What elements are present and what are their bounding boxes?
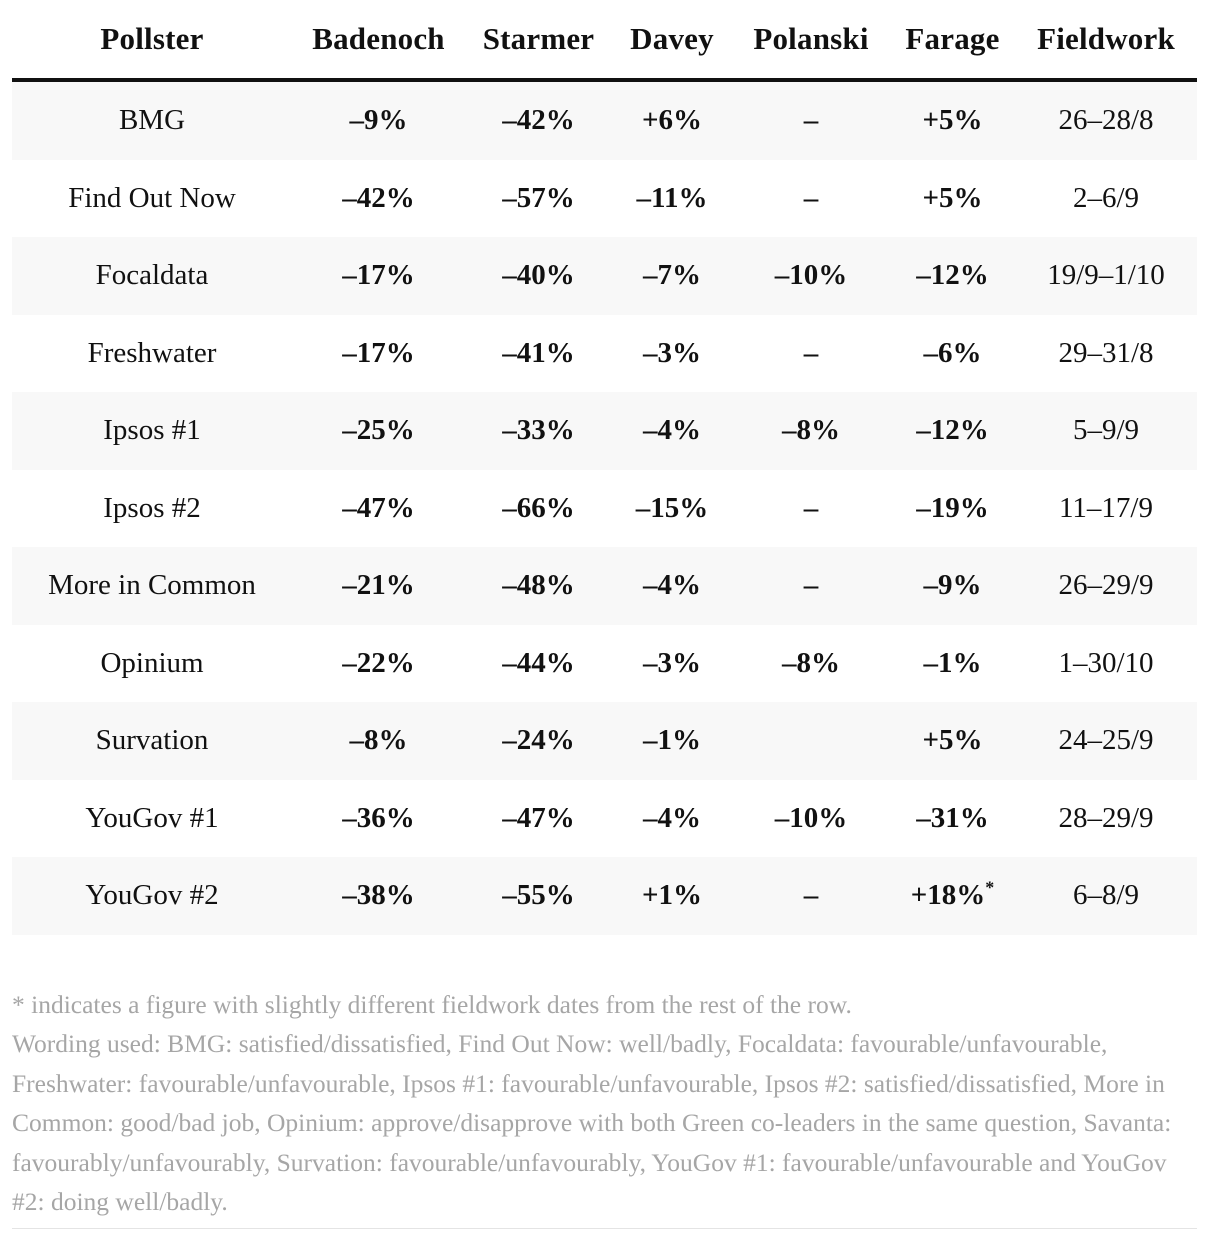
cell-fieldwork: 19/9–1/10 <box>1015 237 1197 315</box>
cell-fieldwork: 2–6/9 <box>1015 160 1197 238</box>
cell-polanski: –8% <box>732 392 890 470</box>
cell-starmer: –66% <box>465 470 612 548</box>
asterisk-note: * indicates a figure with slightly different fieldwork dates from the rest of the row. <box>12 989 852 1019</box>
cell-farage: –1% <box>890 625 1015 703</box>
cell-pollster: Focaldata <box>12 237 292 315</box>
cell-fieldwork: 1–30/10 <box>1015 625 1197 703</box>
cell-farage: –12% <box>890 392 1015 470</box>
leader-ratings-table <box>12 0 1197 935</box>
cell-farage: –19% <box>890 470 1015 548</box>
cell-badenoch: –22% <box>292 625 465 703</box>
cell-pollster: Opinium <box>12 625 292 703</box>
cell-farage: –12% <box>890 237 1015 315</box>
cell-davey: –11% <box>612 160 732 238</box>
header-farage: Farage <box>890 0 1015 80</box>
cell-fieldwork: 26–28/8 <box>1015 80 1197 160</box>
cell-badenoch: –47% <box>292 470 465 548</box>
cell-polanski: – <box>732 80 890 160</box>
cell-farage: –6% <box>890 315 1015 393</box>
cell-davey: –4% <box>612 392 732 470</box>
header-badenoch: Badenoch <box>292 0 465 80</box>
table-row <box>12 625 1197 703</box>
header-davey: Davey <box>612 0 732 80</box>
cell-polanski: – <box>732 315 890 393</box>
cell-farage: +5% <box>890 702 1015 780</box>
cell-polanski: – <box>732 160 890 238</box>
cell-davey: –7% <box>612 237 732 315</box>
cell-davey: –3% <box>612 625 732 703</box>
cell-starmer: –44% <box>465 625 612 703</box>
cell-davey: –4% <box>612 780 732 858</box>
cell-badenoch: –36% <box>292 780 465 858</box>
cell-pollster: Find Out Now <box>12 160 292 238</box>
table-row <box>12 160 1197 238</box>
table-row <box>12 80 1197 160</box>
cell-pollster: YouGov #1 <box>12 780 292 858</box>
cell-polanski: – <box>732 547 890 625</box>
table-notes <box>12 985 1202 1222</box>
table-row <box>12 857 1197 935</box>
header-row <box>12 0 1197 80</box>
cell-badenoch: –25% <box>292 392 465 470</box>
cell-farage: –9% <box>890 547 1015 625</box>
cell-starmer: –42% <box>465 80 612 160</box>
cell-polanski <box>732 702 890 780</box>
header-polanski: Polanski <box>732 0 890 80</box>
cell-fieldwork: 29–31/8 <box>1015 315 1197 393</box>
cell-pollster: Survation <box>12 702 292 780</box>
cell-badenoch: –38% <box>292 857 465 935</box>
cell-fieldwork: 6–8/9 <box>1015 857 1197 935</box>
farage-value: +18% <box>910 879 986 912</box>
cell-badenoch: –8% <box>292 702 465 780</box>
table-row <box>12 392 1197 470</box>
cell-davey: +6% <box>612 80 732 160</box>
cell-farage: +5% <box>890 80 1015 160</box>
cell-pollster: YouGov #2 <box>12 857 292 935</box>
cell-fieldwork: 26–29/9 <box>1015 547 1197 625</box>
table-row <box>12 547 1197 625</box>
cell-badenoch: –21% <box>292 547 465 625</box>
cell-pollster: More in Common <box>12 547 292 625</box>
cell-polanski: – <box>732 470 890 548</box>
cell-polanski: –10% <box>732 237 890 315</box>
cell-fieldwork: 11–17/9 <box>1015 470 1197 548</box>
cell-badenoch: –42% <box>292 160 465 238</box>
cell-badenoch: –9% <box>292 80 465 160</box>
cell-starmer: –48% <box>465 547 612 625</box>
cell-davey: +1% <box>612 857 732 935</box>
cell-farage: –31% <box>890 780 1015 858</box>
table-row <box>12 780 1197 858</box>
cell-pollster: BMG <box>12 80 292 160</box>
cell-fieldwork: 28–29/9 <box>1015 780 1197 858</box>
cell-polanski: – <box>732 857 890 935</box>
cell-starmer: –55% <box>465 857 612 935</box>
cell-farage <box>890 857 1015 935</box>
cell-fieldwork: 24–25/9 <box>1015 702 1197 780</box>
cell-davey: –1% <box>612 702 732 780</box>
cell-davey: –4% <box>612 547 732 625</box>
cell-badenoch: –17% <box>292 315 465 393</box>
cell-starmer: –47% <box>465 780 612 858</box>
cell-starmer: –33% <box>465 392 612 470</box>
cell-starmer: –40% <box>465 237 612 315</box>
cell-polanski: –10% <box>732 780 890 858</box>
table-row <box>12 702 1197 780</box>
cell-pollster: Ipsos #2 <box>12 470 292 548</box>
poll-table-container <box>12 0 1197 1229</box>
cell-davey: –3% <box>612 315 732 393</box>
bottom-divider <box>12 1228 1197 1229</box>
cell-starmer: –57% <box>465 160 612 238</box>
cell-davey: –15% <box>612 470 732 548</box>
cell-starmer: –24% <box>465 702 612 780</box>
table-row <box>12 315 1197 393</box>
cell-fieldwork: 5–9/9 <box>1015 392 1197 470</box>
cell-pollster: Ipsos #1 <box>12 392 292 470</box>
table-body <box>12 80 1197 935</box>
table-row <box>12 470 1197 548</box>
wording-note: Wording used: BMG: satisfied/dissatisfied, Find Out Now: well/badly, Focaldata: favourable/unfavourable, Freshwater: favourable/unfavourable, Ipsos #1: favourable/unfavourable, Ipsos #2: satisfied/dissatisfied, More in Common: good/bad job, Opinium: approve/disapprove with both Green co-leaders in the same question, Savanta: favourably/unfavourably, Survation: favourable/unfavourably, YouGov #1: favourable/unfavourable and YouGov #2: doing well/badly. <box>12 1029 1172 1216</box>
cell-polanski: –8% <box>732 625 890 703</box>
header-pollster: Pollster <box>12 0 292 80</box>
cell-farage: +5% <box>890 160 1015 238</box>
header-fieldwork: Fieldwork <box>1015 0 1197 80</box>
cell-pollster: Freshwater <box>12 315 292 393</box>
cell-badenoch: –17% <box>292 237 465 315</box>
table-header <box>12 0 1197 80</box>
table-row <box>12 237 1197 315</box>
cell-starmer: –41% <box>465 315 612 393</box>
asterisk-marker: * <box>985 877 995 898</box>
header-starmer: Starmer <box>465 0 612 80</box>
